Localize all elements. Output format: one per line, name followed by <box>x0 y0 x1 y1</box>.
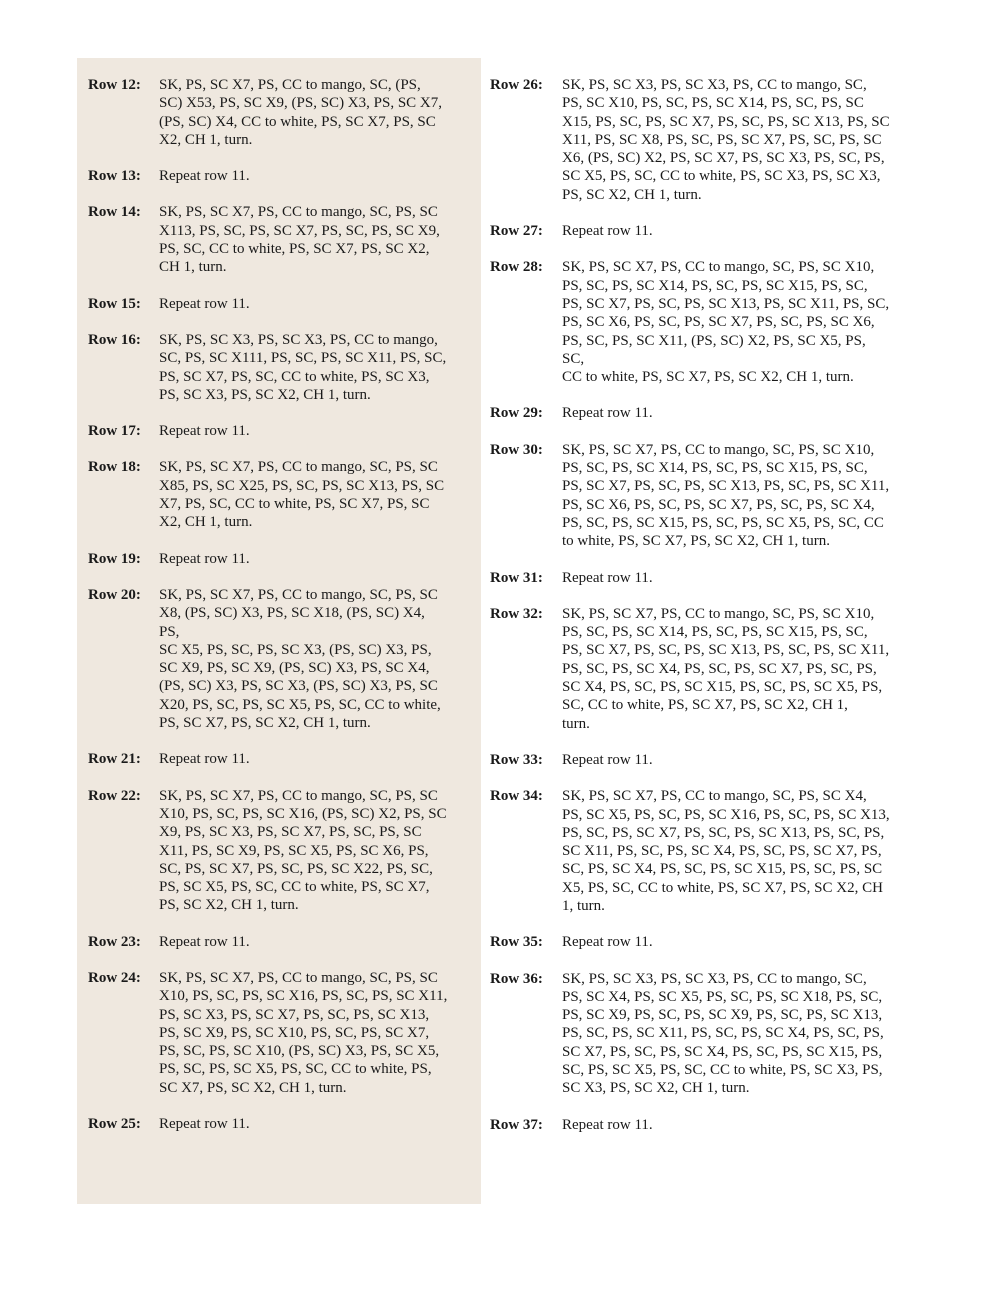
instruction-line: SK, PS, SC X7, PS, CC to mango, SC, PS, SC <box>159 586 438 603</box>
instruction-line: X113, PS, SC, PS, SC X7, PS, SC, PS, SC X9, <box>159 222 440 239</box>
row-instructions <box>562 222 890 240</box>
instruction-line: PS, SC X5, PS, SC, CC to white, PS, SC X7, <box>159 879 430 896</box>
row-label: Row 25: <box>88 1116 141 1133</box>
instruction-line: PS, SC X7, PS, SC X2, CH 1, turn. <box>159 715 371 732</box>
pattern-row <box>88 331 448 404</box>
instruction-line: (PS, SC) X3, PS, SC X3, (PS, SC) X3, PS, SC <box>159 678 438 695</box>
row-label: Row 32: <box>490 605 543 622</box>
instruction-line: Repeat row 11. <box>159 933 250 950</box>
row-label: Row 23: <box>88 933 141 950</box>
row-label: Row 27: <box>490 223 543 240</box>
instruction-line: SK, PS, SC X7, PS, CC to mango, SC, PS, SC X10, <box>562 441 875 458</box>
instruction-line: Repeat row 11. <box>562 1116 653 1133</box>
instruction-line: PS, SC, CC to white, PS, SC X7, PS, SC X2, <box>159 241 430 258</box>
row-instructions <box>562 404 890 422</box>
row-label: Row 22: <box>88 787 141 804</box>
row-label: Row 13: <box>88 168 141 185</box>
row-label: Row 21: <box>88 751 141 768</box>
instruction-line: PS, SC X9, PS, SC X10, PS, SC, PS, SC X7, <box>159 1024 430 1041</box>
pattern-row <box>88 750 448 768</box>
pattern-row <box>88 167 448 185</box>
instruction-line: Repeat row 11. <box>159 1116 250 1133</box>
pattern-row <box>88 787 448 915</box>
instruction-line: PS, SC X5, PS, SC, PS, SC X16, PS, SC, PS, SC X13, <box>562 806 890 823</box>
instruction-line: PS, SC, PS, SC X4, PS, SC, PS, SC X7, PS, SC, PS, <box>562 660 877 677</box>
instruction-line: PS, SC X3, PS, SC X7, PS, SC, PS, SC X13, <box>159 1006 430 1023</box>
instruction-line: PS, SC X7, PS, SC, PS, SC X13, PS, SC, PS, SC X11, <box>562 642 890 659</box>
row-label: Row 12: <box>88 77 141 93</box>
instruction-line: PS, SC X4, PS, SC X5, PS, SC, PS, SC X18, PS, SC, <box>562 988 883 1005</box>
instruction-line: 1, turn. <box>562 897 605 914</box>
instruction-line: SC, PS, SC X4, PS, SC, PS, SC X15, PS, SC, PS, SC <box>562 861 883 878</box>
row-instructions <box>159 331 448 404</box>
instruction-line: SC X5, PS, SC, CC to white, PS, SC X3, PS, SC X3, <box>562 168 881 185</box>
instruction-line: SC) X53, PS, SC X9, (PS, SC) X3, PS, SC X7, <box>159 95 443 112</box>
instruction-line: SK, PS, SC X7, PS, CC to mango, SC, PS, SC <box>159 204 438 221</box>
instruction-line: X10, PS, SC, PS, SC X16, PS, SC, PS, SC X11, <box>159 988 448 1005</box>
instruction-line: X11, PS, SC X8, PS, SC, PS, SC X7, PS, SC, PS, SC <box>562 131 882 148</box>
instruction-line: Repeat row 11. <box>562 934 653 951</box>
instruction-line: SC X5, PS, SC, PS, SC X3, (PS, SC) X3, PS, <box>159 641 432 658</box>
row-label: Row 14: <box>88 204 141 221</box>
row-instructions <box>159 422 448 440</box>
instruction-line: SK, PS, SC X3, PS, SC X3, PS, CC to mango, SC, <box>562 970 867 987</box>
instruction-line: PS, SC X2, CH 1, turn. <box>562 186 702 203</box>
row-label: Row 29: <box>490 405 543 422</box>
row-label: Row 35: <box>490 934 543 951</box>
instruction-line: CH 1, turn. <box>159 259 227 276</box>
instruction-line: SC, PS, SC X7, PS, SC, PS, SC X22, PS, SC, <box>159 860 433 877</box>
instruction-line: SC, CC to white, PS, SC X7, PS, SC X2, CH 1, <box>562 697 848 714</box>
instruction-line: PS, SC, PS, SC X14, PS, SC, PS, SC X15, PS, SC, <box>562 277 868 294</box>
instruction-line: X11, PS, SC X9, PS, SC X5, PS, SC X6, PS, <box>159 842 429 859</box>
row-instructions <box>562 933 890 951</box>
instruction-line: Repeat row 11. <box>562 405 653 422</box>
row-instructions <box>159 550 448 568</box>
instruction-line: X85, PS, SC X25, PS, SC, PS, SC X13, PS, SC <box>159 477 445 494</box>
row-instructions <box>562 441 890 551</box>
row-label: Row 24: <box>88 969 141 986</box>
row-instructions <box>562 970 890 1098</box>
instruction-line: SK, PS, SC X7, PS, CC to mango, SC, PS, SC <box>159 459 438 476</box>
pattern-row <box>88 1115 448 1133</box>
pattern-row <box>88 933 448 951</box>
row-label: Row 37: <box>490 1116 543 1133</box>
instruction-line: Repeat row 11. <box>159 550 250 567</box>
row-label: Row 34: <box>490 788 543 805</box>
row-instructions <box>562 751 890 769</box>
instruction-line: X2, CH 1, turn. <box>159 514 253 531</box>
row-label: Row 15: <box>88 295 141 312</box>
pattern-row <box>88 586 448 732</box>
pattern-row <box>490 404 890 422</box>
instruction-line: PS, SC X3, PS, SC X2, CH 1, turn. <box>159 386 371 403</box>
pattern-row <box>88 550 448 568</box>
instruction-line: PS, SC X7, PS, SC, CC to white, PS, SC X3, <box>159 368 430 385</box>
instruction-line: PS, SC, PS, SC X7, PS, SC, PS, SC X13, PS, SC, PS, <box>562 824 885 841</box>
instruction-line: PS, SC, PS, SC X11, PS, SC, PS, SC X4, PS, SC, PS, <box>562 1025 884 1042</box>
instruction-line: SK, PS, SC X3, PS, SC X3, PS, CC to mango, <box>159 331 438 348</box>
instruction-line: X9, PS, SC X3, PS, SC X7, PS, SC, PS, SC <box>159 824 422 841</box>
instruction-line: PS, SC, PS, SC X15, PS, SC, PS, SC X5, PS, SC, CC <box>562 514 884 531</box>
instruction-line: PS, SC, PS, SC X5, PS, SC, CC to white, PS, <box>159 1061 432 1078</box>
row-instructions <box>159 787 448 915</box>
row-instructions <box>562 569 890 587</box>
row-label: Row 19: <box>88 550 141 567</box>
right-column <box>490 76 890 1152</box>
instruction-line: Repeat row 11. <box>562 223 653 240</box>
row-label: Row 18: <box>88 459 141 476</box>
pattern-row <box>88 969 448 1097</box>
instruction-line: X7, PS, SC, CC to white, PS, SC X7, PS, SC <box>159 496 430 513</box>
instruction-line: X8, (PS, SC) X3, PS, SC X18, (PS, SC) X4, PS, <box>159 605 425 640</box>
pattern-row <box>490 933 890 951</box>
instruction-line: CC to white, PS, SC X7, PS, SC X2, CH 1, turn. <box>562 369 854 386</box>
row-instructions <box>562 605 890 733</box>
instruction-line: PS, SC X7, PS, SC, PS, SC X13, PS, SC X11, PS, SC, <box>562 295 890 312</box>
pattern-row <box>490 76 890 204</box>
row-instructions <box>159 76 448 149</box>
instruction-line: PS, SC, PS, SC X10, (PS, SC) X3, PS, SC X5, <box>159 1043 440 1060</box>
instruction-line: SC X3, PS, SC X2, CH 1, turn. <box>562 1080 750 1097</box>
instruction-line: SK, PS, SC X7, PS, CC to mango, SC, (PS, <box>159 77 421 93</box>
row-label: Row 28: <box>490 259 543 276</box>
instruction-line: Repeat row 11. <box>159 295 250 312</box>
row-label: Row 33: <box>490 751 543 768</box>
pattern-row <box>490 605 890 733</box>
instruction-line: SK, PS, SC X7, PS, CC to mango, SC, PS, SC <box>159 969 438 986</box>
instruction-line: Repeat row 11. <box>562 751 653 768</box>
instruction-line: X10, PS, SC, PS, SC X16, (PS, SC) X2, PS, SC <box>159 805 447 822</box>
instruction-line: SC, PS, SC X5, PS, SC, CC to white, PS, SC X3, PS, <box>562 1062 883 1079</box>
instruction-line: X2, CH 1, turn. <box>159 131 253 148</box>
instruction-line: X15, PS, SC, PS, SC X7, PS, SC, PS, SC X13, PS, SC <box>562 113 890 130</box>
row-instructions <box>562 787 890 915</box>
pattern-row <box>490 787 890 915</box>
pattern-row <box>490 441 890 551</box>
instruction-line: turn. <box>562 715 590 732</box>
row-instructions <box>159 1115 448 1133</box>
instruction-line: PS, SC X2, CH 1, turn. <box>159 897 299 914</box>
row-label: Row 17: <box>88 423 141 440</box>
pattern-row <box>490 1116 890 1134</box>
pattern-row <box>490 970 890 1098</box>
instruction-line: SK, PS, SC X3, PS, SC X3, PS, CC to mango, SC, <box>562 77 867 93</box>
instruction-line: PS, SC X6, PS, SC, PS, SC X7, PS, SC, PS, SC X6, <box>562 314 875 331</box>
instruction-line: X20, PS, SC, PS, SC X5, PS, SC, CC to white, <box>159 696 441 713</box>
pattern-row <box>88 203 448 276</box>
instruction-line: SC X11, PS, SC, PS, SC X4, PS, SC, PS, SC X7, PS, <box>562 843 882 860</box>
instruction-line: Repeat row 11. <box>159 168 250 185</box>
instruction-line: PS, SC X10, PS, SC, PS, SC X14, PS, SC, PS, SC <box>562 95 864 112</box>
row-label: Row 30: <box>490 441 543 458</box>
instruction-line: PS, SC, PS, SC X14, PS, SC, PS, SC X15, PS, SC, <box>562 624 868 641</box>
pattern-row <box>490 569 890 587</box>
row-instructions <box>159 203 448 276</box>
pattern-row <box>490 222 890 240</box>
pattern-row <box>88 422 448 440</box>
row-instructions <box>159 458 448 531</box>
row-label: Row 20: <box>88 586 141 603</box>
row-instructions <box>159 933 448 951</box>
instruction-line: Repeat row 11. <box>159 751 250 768</box>
instruction-line: SK, PS, SC X7, PS, CC to mango, SC, PS, SC X10, <box>562 605 875 622</box>
row-label: Row 36: <box>490 970 543 987</box>
instruction-line: SC X4, PS, SC, PS, SC X15, PS, SC, PS, SC X5, PS, <box>562 679 883 696</box>
row-label: Row 26: <box>490 77 543 93</box>
instruction-line: Repeat row 11. <box>562 569 653 586</box>
instruction-line: X5, PS, SC, CC to white, PS, SC X7, PS, SC X2, CH <box>562 879 883 896</box>
instruction-line: SC X9, PS, SC X9, (PS, SC) X3, PS, SC X4, <box>159 660 430 677</box>
pattern-row <box>490 258 890 386</box>
instruction-line: (PS, SC) X4, CC to white, PS, SC X7, PS, SC <box>159 113 436 130</box>
row-label: Row 31: <box>490 569 543 586</box>
instruction-line: PS, SC X6, PS, SC, PS, SC X7, PS, SC, PS, SC X4, <box>562 496 875 513</box>
instruction-line: PS, SC X7, PS, SC, PS, SC X13, PS, SC, PS, SC X11, <box>562 478 890 495</box>
pattern-row <box>88 295 448 313</box>
row-instructions <box>159 295 448 313</box>
instruction-line: Repeat row 11. <box>159 423 250 440</box>
instruction-line: SK, PS, SC X7, PS, CC to mango, SC, PS, SC X10, <box>562 259 875 276</box>
row-instructions <box>159 586 448 732</box>
instruction-line: PS, SC, PS, SC X11, (PS, SC) X2, PS, SC X5, PS, SC, <box>562 332 866 367</box>
row-instructions <box>159 167 448 185</box>
instruction-line: SC, PS, SC X111, PS, SC, PS, SC X11, PS, SC, <box>159 350 447 367</box>
instruction-line: SC X7, PS, SC X2, CH 1, turn. <box>159 1079 347 1096</box>
row-instructions <box>159 750 448 768</box>
pattern-row <box>88 76 448 149</box>
instruction-line: SK, PS, SC X7, PS, CC to mango, SC, PS, SC X4, <box>562 788 867 805</box>
pattern-row <box>88 458 448 531</box>
instruction-line: SC X7, PS, SC, PS, SC X4, PS, SC, PS, SC X15, PS, <box>562 1043 883 1060</box>
row-instructions <box>159 969 448 1097</box>
row-instructions <box>562 258 890 386</box>
instruction-line: X6, (PS, SC) X2, PS, SC X7, PS, SC X3, PS, SC, PS, <box>562 150 885 167</box>
instruction-line: to white, PS, SC X7, PS, SC X2, CH 1, turn. <box>562 533 830 550</box>
pattern-row <box>490 751 890 769</box>
instruction-line: PS, SC X9, PS, SC, PS, SC X9, PS, SC, PS, SC X13, <box>562 1007 883 1024</box>
row-instructions <box>562 1116 890 1134</box>
left-column <box>88 76 448 1151</box>
row-instructions <box>562 76 890 204</box>
instruction-line: SK, PS, SC X7, PS, CC to mango, SC, PS, SC <box>159 787 438 804</box>
row-label: Row 16: <box>88 331 141 348</box>
instruction-line: PS, SC, PS, SC X14, PS, SC, PS, SC X15, PS, SC, <box>562 460 868 477</box>
